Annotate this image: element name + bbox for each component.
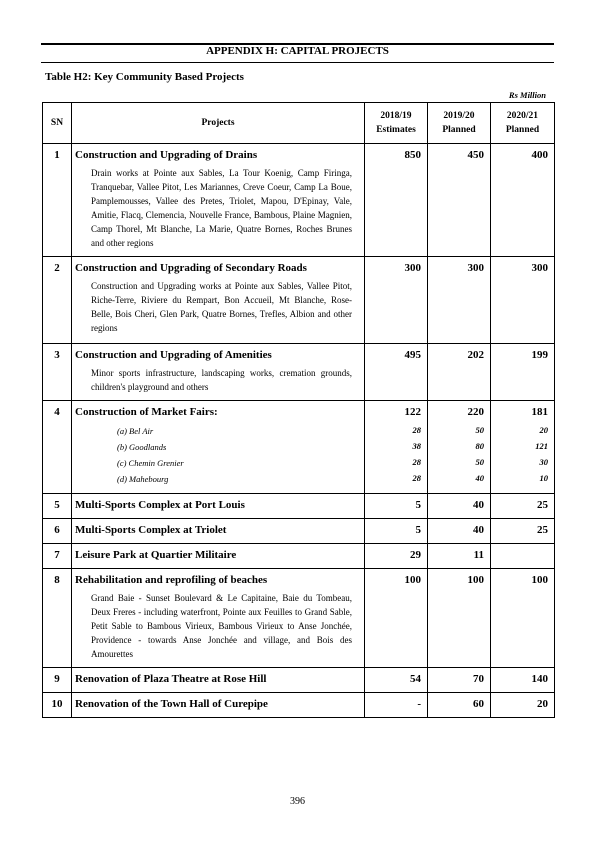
value-2020-21 — [491, 544, 555, 569]
table-row — [43, 257, 555, 344]
row-sn: 7 — [43, 544, 72, 569]
row-project — [72, 569, 365, 668]
market-fairs-total: 122 — [404, 406, 421, 418]
project-title: Construction and Upgrading of Amenities — [75, 349, 272, 361]
table-row — [43, 494, 555, 519]
row-sn: 9 — [43, 668, 72, 693]
value-2018-19: 495 — [365, 344, 428, 401]
header-sn: SN — [43, 103, 72, 144]
row-sn: 8 — [43, 569, 72, 668]
value-2018-19: 54 — [365, 668, 428, 693]
header-projects: Projects — [72, 103, 365, 144]
row-sn: 2 — [43, 257, 72, 344]
project-description: Minor sports infrastructure, landscaping works, cremation grounds, children's playground and others — [91, 368, 352, 392]
row-project — [72, 668, 365, 693]
value-2020-21: 25 — [491, 519, 555, 544]
header-2020-21-year: 2020/21 — [506, 111, 539, 121]
value-2019-20: 11 — [428, 544, 491, 569]
value-2018-19: 100 — [365, 569, 428, 668]
table-row — [43, 668, 555, 693]
project-title: Multi-Sports Complex at Triolet — [75, 524, 227, 536]
sub-value: 28 — [412, 473, 421, 483]
table-row — [43, 144, 555, 257]
value-2020-21 — [491, 401, 555, 494]
row-project — [72, 257, 365, 344]
value-2018-19: 5 — [365, 519, 428, 544]
sub-value: 30 — [539, 457, 548, 467]
value-2019-20: 300 — [428, 257, 491, 344]
table-row — [43, 344, 555, 401]
value-2020-21: 140 — [491, 668, 555, 693]
project-description: Drain works at Pointe aux Sables, La Tour Koenig, Camp Firinga, Tranquebar, Vallee Pitot, Les Mariannes, Creve Coeur, Camp La Boue, Pamplemousses, Vallee des Pretes, Triolet, Mapou, D'Epinay, Vale, Amitie, Flacq, Clemencia, Nouvelle France, Bambous, Plaine Magnien, Camp Thorel, Mt Blanche, La Marie, Quatre Bornes, Roches Brunes and other regions — [91, 168, 352, 248]
value-2019-20: 60 — [428, 693, 491, 718]
row-project — [72, 401, 365, 494]
value-2019-20 — [428, 401, 491, 494]
row-project — [72, 544, 365, 569]
header-2018-19 — [365, 103, 428, 144]
sub-value: 50 — [475, 425, 484, 435]
sub-value: 10 — [539, 473, 548, 483]
market-fairs-total: 220 — [467, 406, 484, 418]
table-row — [43, 401, 555, 494]
header-2019-20-year: 2019/20 — [443, 111, 475, 121]
project-description: Construction and Upgrading works at Pointe aux Sables, Vallee Pitot, Riche-Terre, Riviere du Rempart, Bon Accueil, Mt Blanche, Rose-Belle, Bois Cheri, Glen Park, Quatre Bornes, Trefles, Albion and other regions — [91, 281, 352, 333]
sub-value: 121 — [535, 441, 548, 451]
project-description: Grand Baie - Sunset Boulevard & Le Capitaine, Baie du Tombeau, Deux Freres - including waterfront, Pointe aux Feuilles to Grand Sable, Petit Sable to Bambous Virieux, Bambous Virieux to Anse Jonchée, Providence - towards Anse Jonchée and village, and Bois des Amourettes — [91, 593, 352, 659]
value-2019-20: 70 — [428, 668, 491, 693]
value-2018-19: 300 — [365, 257, 428, 344]
row-project — [72, 344, 365, 401]
value-2020-21: 100 — [491, 569, 555, 668]
value-2018-19: 850 — [365, 144, 428, 257]
market-fair-item: (c) Chemin Grenier — [117, 458, 184, 468]
sub-value: 50 — [475, 457, 484, 467]
row-sn: 1 — [43, 144, 72, 257]
project-title: Construction and Upgrading of Secondary Roads — [75, 262, 307, 274]
header-2018-19-kind: Estimates — [376, 125, 416, 135]
sub-value: 38 — [412, 441, 421, 451]
value-2019-20: 40 — [428, 494, 491, 519]
value-2018-19: 5 — [365, 494, 428, 519]
row-sn: 10 — [43, 693, 72, 718]
table-row — [43, 693, 555, 718]
value-2020-21: 25 — [491, 494, 555, 519]
row-sn: 3 — [43, 344, 72, 401]
header-2019-20 — [428, 103, 491, 144]
row-project — [72, 519, 365, 544]
market-fair-item: (b) Goodlands — [117, 442, 167, 452]
title-underline-rule — [41, 62, 554, 63]
value-2018-19: - — [365, 693, 428, 718]
sub-value: 28 — [412, 425, 421, 435]
project-title: Renovation of the Town Hall of Curepipe — [75, 698, 268, 710]
sub-value: 20 — [539, 425, 548, 435]
row-sn: 4 — [43, 401, 72, 494]
value-2018-19: 29 — [365, 544, 428, 569]
row-project — [72, 693, 365, 718]
sub-value: 40 — [475, 473, 484, 483]
value-2020-21: 400 — [491, 144, 555, 257]
row-sn: 6 — [43, 519, 72, 544]
project-title: Rehabilitation and reprofiling of beaches — [75, 574, 268, 586]
value-2020-21: 20 — [491, 693, 555, 718]
project-title: Construction of Market Fairs: — [75, 406, 218, 418]
projects-table — [42, 102, 555, 718]
table-row — [43, 569, 555, 668]
market-fair-item: (d) Mahebourg — [117, 474, 169, 484]
market-fairs-total: 181 — [531, 406, 548, 418]
value-2018-19 — [365, 401, 428, 494]
row-project — [72, 144, 365, 257]
value-2019-20: 100 — [428, 569, 491, 668]
table-row — [43, 544, 555, 569]
project-title: Renovation of Plaza Theatre at Rose Hill — [75, 673, 267, 685]
row-sn: 5 — [43, 494, 72, 519]
value-2019-20: 202 — [428, 344, 491, 401]
project-title: Construction and Upgrading of Drains — [75, 149, 258, 161]
header-2020-21 — [491, 103, 555, 144]
header-2019-20-kind: Planned — [442, 125, 476, 135]
table-title: Table H2: Key Community Based Projects — [45, 71, 244, 83]
value-2020-21: 300 — [491, 257, 555, 344]
header-2020-21-kind: Planned — [505, 125, 540, 135]
header-2018-19-year: 2018/19 — [380, 111, 412, 121]
market-fair-item: (a) Bel Air — [117, 426, 154, 436]
value-2019-20: 40 — [428, 519, 491, 544]
appendix-title: APPENDIX H: CAPITAL PROJECTS — [206, 45, 389, 57]
table-header-row — [43, 103, 555, 144]
sub-value: 80 — [475, 441, 484, 451]
value-2019-20: 450 — [428, 144, 491, 257]
page-number: 396 — [290, 796, 305, 807]
project-title: Leisure Park at Quartier Militaire — [75, 549, 237, 561]
units-label: Rs Million — [508, 90, 546, 100]
project-title: Multi-Sports Complex at Port Louis — [75, 499, 245, 511]
sub-value: 28 — [412, 457, 421, 467]
table-row — [43, 519, 555, 544]
row-project — [72, 494, 365, 519]
value-2020-21: 199 — [491, 344, 555, 401]
